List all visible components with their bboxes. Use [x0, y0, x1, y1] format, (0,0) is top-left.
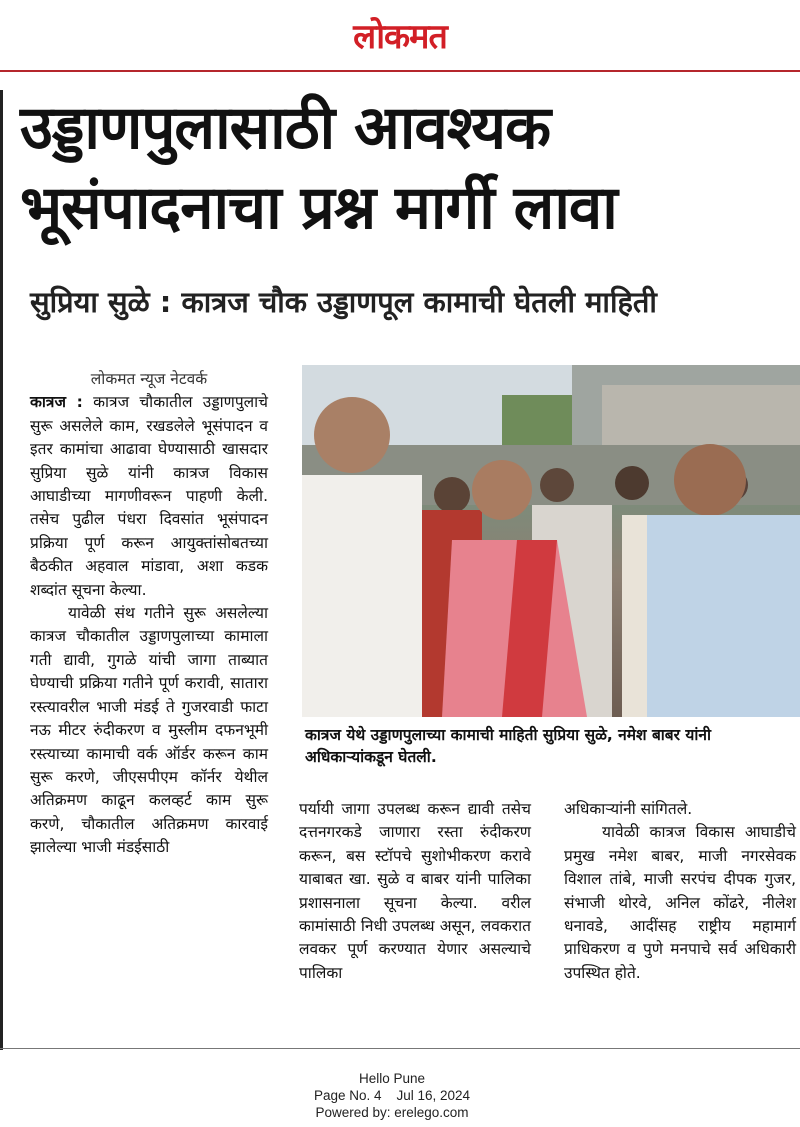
article-paragraph-2: यावेळी संथ गतीने सुरू असलेल्या कात्रज चौकातील उड्डाणपुलाच्या कामाला गती द्यावी, गुगळे यांची जागा ताब्यात घेण्याची प्रक्रिया गतीने पूर्ण करावी, सातारा रस्त्यावरील भाजी मंडई ते गुजरवाडी फाटा नऊ मीटर रुंदीकरण व मुस्लीम दफनभूमी रस्त्याच्या कामाची वर्क ऑर्डर करून काम सुरू करणे, जीएसपीएम कॉर्नर येथील अतिक्रमण काढून कलव्हर्ट काम सुरू करणे, चौकातील अतिक्रमण कारवाई झालेल्या भाजी मंडईसाठी	[30, 604, 268, 857]
publication-date: Jul 16, 2024	[396, 1088, 471, 1103]
article-photo	[302, 365, 800, 717]
article-paragraph-4: अधिकाऱ्यांनी सांगितले.	[564, 800, 693, 818]
footer-divider	[0, 1048, 800, 1049]
article-paragraph-5: यावेळी कात्रज विकास आघाडीचे प्रमुख नमेश बाबर, माजी नगरसेवक विशाल तांबे, माजी सरपंच दीपक गुजर, संभाजी थोरवे, अनिल कोंढरे, नीलेश धनावडे, आदींसह राष्ट्रीय महामार्ग प्राधिकरण व पुणे मनपाचे सर्व अधिकारी उपस्थित होते.	[564, 823, 796, 982]
paragraph-1-text: कात्रज चौकातील उड्डाणपुलाचे सुरू असलेले काम, रखडलेले भूसंपादन व इतर कामांचा आढावा घेण्यासाठी खासदार सुप्रिया सुळे यांनी कात्रज विकास आघाडीच्या मागणीवरून पाहणी केली. तसेच पुढील पंधरा दिवसांत भूसंपादन प्रक्रिया पूर्ण करून आयुक्तांसोबतच्या बैठकीत अहवाल मांडावा, अशा कडक शब्दांत सूचना केल्या.	[30, 393, 268, 599]
photo-caption: कात्रज येथे उड्डाणपुलाच्या कामाची माहिती सुप्रिया सुळे, नमेश बाबर यांनी अधिकाऱ्यांकडून घेतली.	[305, 726, 712, 766]
article-column-1	[30, 368, 268, 860]
newspaper-logo: लोकमत	[353, 17, 447, 57]
masthead	[0, 0, 800, 70]
dateline: कात्रज :	[30, 393, 83, 412]
article-column-3	[564, 798, 796, 985]
powered-by: Powered by: erelego.com	[315, 1105, 469, 1120]
edition-name: Hello Pune	[358, 1071, 426, 1086]
photo-scene	[302, 365, 800, 717]
page-number: Page No. 4	[313, 1088, 382, 1103]
article-paragraph-1	[30, 391, 268, 602]
byline: लोकमत न्यूज नेटवर्क	[90, 370, 208, 388]
article-paragraph-3: पर्यायी जागा उपलब्ध करून द्यावी तसेच दत्तनगरकडे जाणारा रस्ता रुंदीकरण करून, बस स्टॉपचे सुशोभीकरण करावे याबाबत खा. सुळे व बाबर यांनी पालिका प्रशासनाला सूचना केल्या. वरील कामांसाठी निधी उपलब्ध असून, लवकरात लवकर पूर्ण करण्यात येणार असल्याचे पालिका	[299, 800, 531, 982]
masthead-rule	[0, 70, 800, 72]
article-border	[0, 90, 3, 1050]
article-subheadline: सुप्रिया सुळे : कात्रज चौक उड्डाणपूल कामाची घेतली माहिती	[30, 285, 657, 319]
page-info	[272, 1087, 512, 1104]
page-footer	[272, 1070, 512, 1121]
article-headline: उड्डाणपुलासाठी आवश्यक भूसंपादनाचा प्रश्न मार्गी लावा	[20, 93, 617, 243]
article-column-2	[299, 798, 531, 985]
